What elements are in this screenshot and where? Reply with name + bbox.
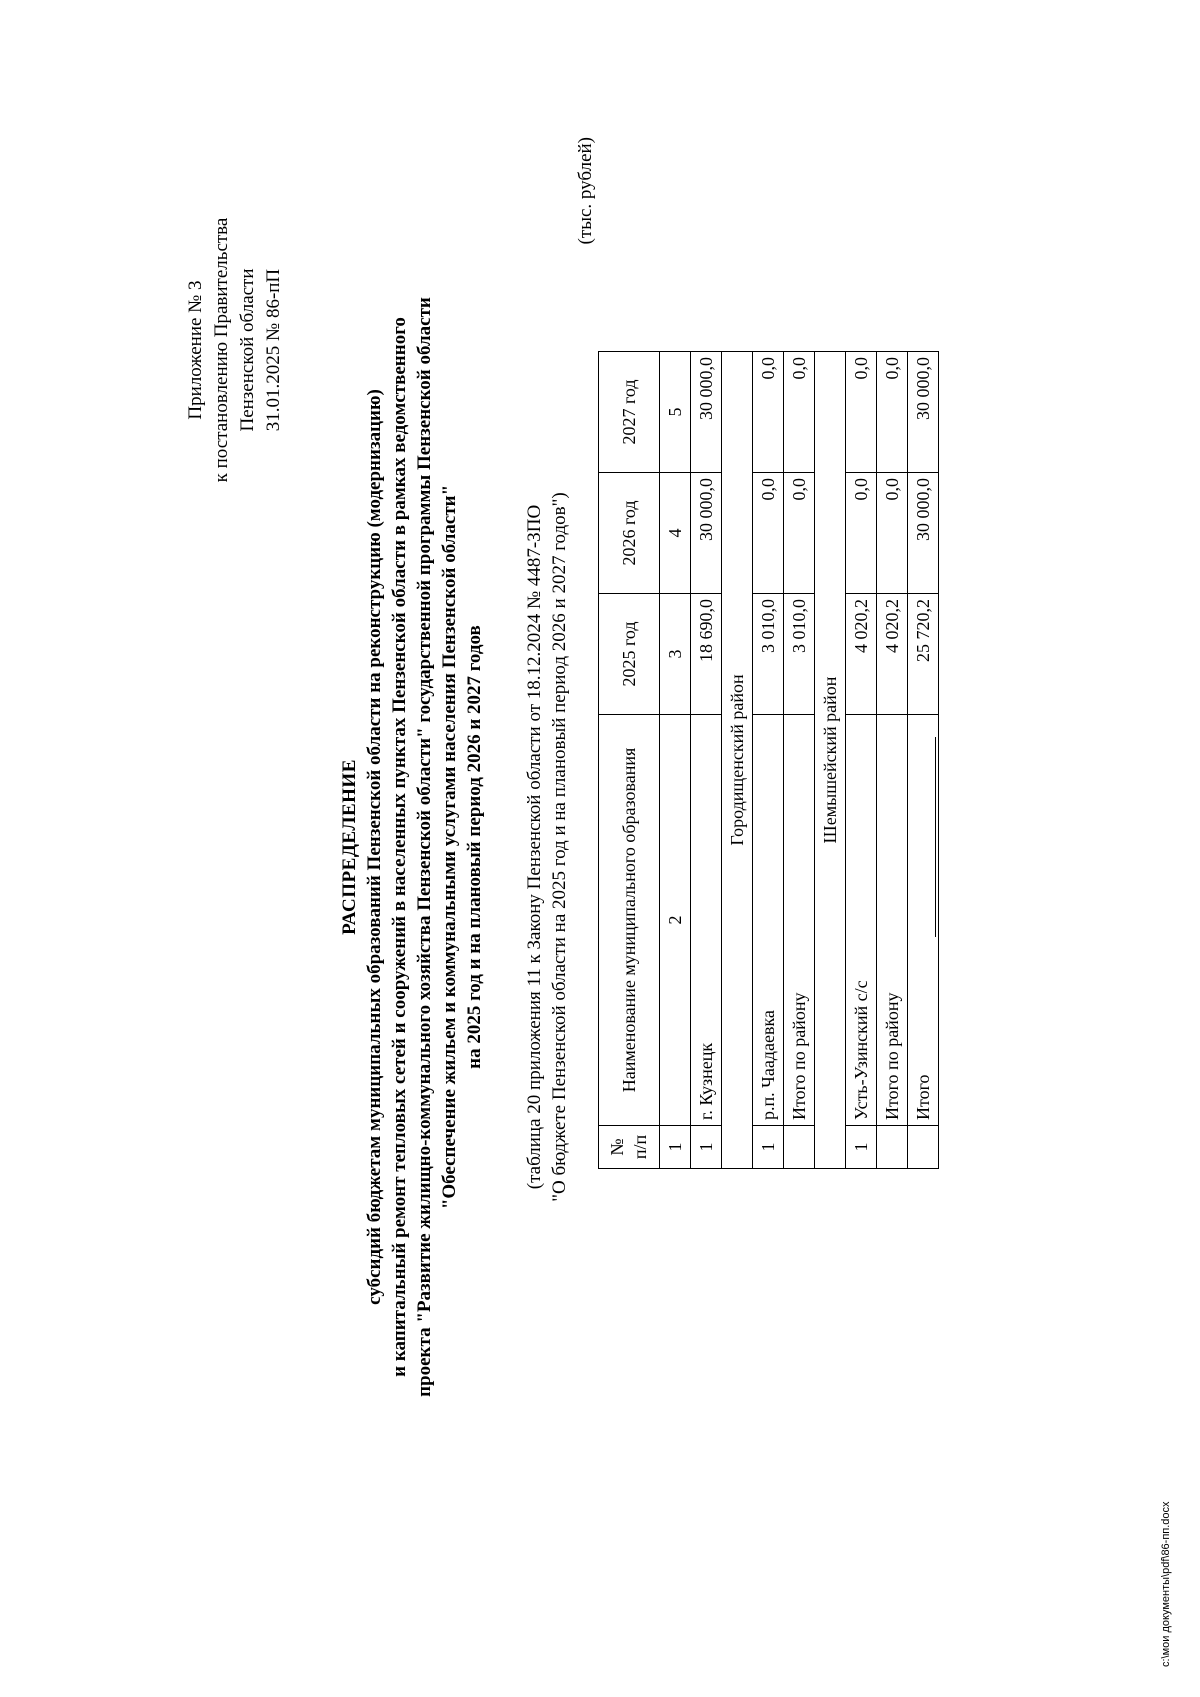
row-value-2026: 0,0 [846, 473, 877, 594]
row-municipality: Итого по району [877, 715, 908, 1126]
table-header-row [599, 352, 660, 1169]
distribution-table [598, 351, 939, 1169]
row-municipality: г. Кузнецк [691, 715, 722, 1126]
row-number: 1 [846, 1126, 877, 1169]
row-value-2025: 18 690,0 [691, 594, 722, 715]
district-name: Городищенский район [722, 352, 753, 1169]
column-number: 3 [660, 594, 691, 715]
file-path-footer: c:\мои документы\pdf\86-пп.docx [1160, 1501, 1172, 1667]
header-2027: 2027 год [599, 352, 660, 473]
row-value-2027: 0,0 [784, 352, 815, 473]
row-municipality: Усть-Узинский с/с [846, 715, 877, 1126]
header-2025: 2025 год [599, 594, 660, 715]
row-value-2027: 0,0 [846, 352, 877, 473]
title-line-2: и капитальный ремонт тепловых сетей и сооружений в населенных пунктах Пензенской области в рамках ведомственного [389, 317, 410, 1377]
table-row [691, 352, 722, 1169]
title-line-5: на 2025 год и на плановый период 2026 и 2027 годов [464, 625, 485, 1069]
district-heading-row [722, 352, 753, 1169]
header-municipality: Наименование муниципального образования [599, 715, 660, 1126]
column-number: 4 [660, 473, 691, 594]
law-reference-line-2: "О бюджете Пензенской области на 2025 год и на плановый период 2026 и 2027 годов") [549, 492, 570, 1202]
district-total-row [784, 352, 815, 1169]
document-title [337, 257, 487, 1437]
row-value-2026: 0,0 [877, 473, 908, 594]
row-value-2025: 3 010,0 [753, 594, 784, 715]
closing-rule [935, 737, 936, 937]
row-value-2027: 0,0 [753, 352, 784, 473]
grand-total-row [908, 352, 939, 1169]
title-line-4: "Обеспечение жильем и коммунальными услугами населения Пензенской области" [439, 484, 460, 1210]
row-municipality: Итого [908, 715, 939, 1126]
row-municipality: Итого по району [784, 715, 815, 1126]
row-value-2027: 0,0 [877, 352, 908, 473]
row-municipality: р.п. Чаадаевка [753, 715, 784, 1126]
column-number-row [660, 352, 691, 1169]
column-number: 5 [660, 352, 691, 473]
row-value-2025: 25 720,2 [908, 594, 939, 715]
district-total-row [877, 352, 908, 1169]
approval-line-4: 31.01.2025 № 86-пП [263, 268, 284, 432]
row-value-2027: 30 000,0 [908, 352, 939, 473]
district-heading-row [815, 352, 846, 1169]
row-value-2027: 30 000,0 [691, 352, 722, 473]
row-value-2026: 30 000,0 [908, 473, 939, 594]
approval-stamp [183, 200, 287, 500]
column-number: 2 [660, 715, 691, 1126]
header-2026: 2026 год [599, 473, 660, 594]
approval-line-1: Приложение № 3 [185, 280, 206, 420]
row-number [877, 1126, 908, 1169]
title-line-1: субсидий бюджетам муниципальных образований Пензенской области на реконструкцию (модернизацию) [364, 389, 385, 1305]
row-value-2026: 0,0 [784, 473, 815, 594]
law-reference-line-1: (таблица 20 приложения 11 к Закону Пензенской области от 18.12.2024 № 4487-ЗПО [524, 504, 545, 1190]
district-name: Шемышейский район [815, 352, 846, 1169]
row-value-2025: 4 020,2 [877, 594, 908, 715]
header-number: № п/п [599, 1126, 660, 1169]
row-value-2025: 3 010,0 [784, 594, 815, 715]
row-value-2026: 0,0 [753, 473, 784, 594]
law-reference [522, 357, 572, 1337]
units-label: (тыс. рублей) [575, 137, 596, 245]
title-line-3: проекта "Развитие жилищно-коммунального хозяйства Пензенской области" государственной программы Пензенской области [414, 297, 435, 1397]
approval-line-2: к постановлению Правительства [211, 217, 232, 483]
row-value-2025: 4 020,2 [846, 594, 877, 715]
row-number: 1 [691, 1126, 722, 1169]
approval-line-3: Пензенской области [237, 268, 258, 432]
table-row [753, 352, 784, 1169]
table-row [846, 352, 877, 1169]
row-number: 1 [753, 1126, 784, 1169]
row-number [784, 1126, 815, 1169]
row-value-2026: 30 000,0 [691, 473, 722, 594]
row-number [908, 1126, 939, 1169]
column-number: 1 [660, 1126, 691, 1169]
title-heading: РАСПРЕДЕЛЕНИЕ [339, 759, 360, 935]
